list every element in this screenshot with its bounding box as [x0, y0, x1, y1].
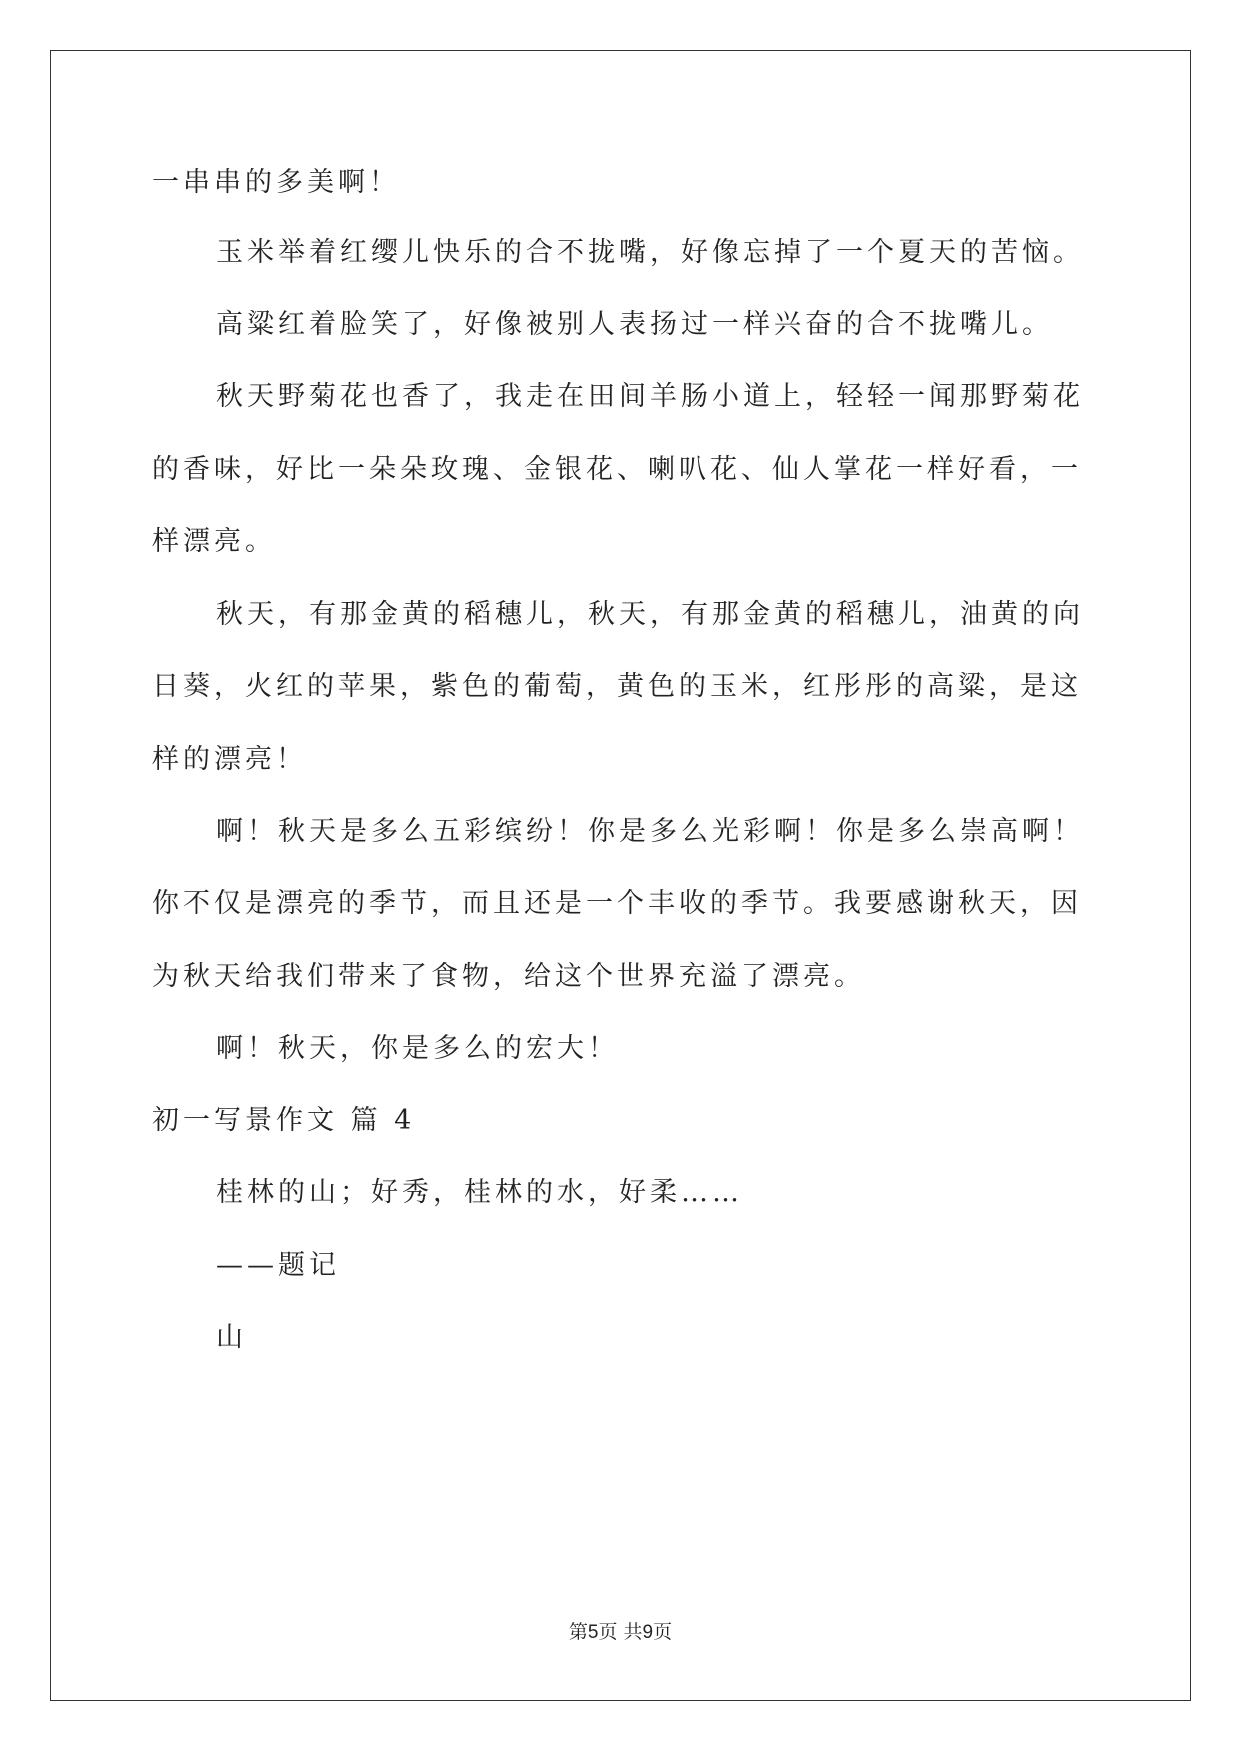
footer-middle: 页 共	[598, 1621, 643, 1643]
page-footer	[0, 1617, 1241, 1644]
text-line: 为秋天给我们带来了食物，给这个世界充溢了漂亮。	[152, 961, 865, 992]
total-pages-number: 9	[642, 1622, 654, 1643]
text-line: 桂林的山；好秀，桂林的水，好柔……	[216, 1177, 743, 1208]
footer-suffix: 页	[653, 1621, 673, 1643]
text-line: 样漂亮。	[152, 526, 276, 557]
text-line: 日葵，火红的苹果，紫色的葡萄，黄色的玉米，红彤彤的高粱，是这	[152, 671, 1082, 702]
text-line: 啊！秋天，你是多么的宏大！	[216, 1033, 619, 1064]
text-line: 一串串的多美啊！	[152, 167, 400, 198]
text-line: 你不仅是漂亮的季节，而且还是一个丰收的季节。我要感谢秋天，因	[152, 888, 1082, 919]
text-line: 秋天，有那金黄的稻穗儿，秋天，有那金黄的稻穗儿，油黄的向	[216, 599, 1084, 630]
text-line: 的香味，好比一朵朵玫瑰、金银花、喇叭花、仙人掌花一样好看，一	[152, 454, 1082, 485]
text-line: 玉米举着红缨儿快乐的合不拢嘴，好像忘掉了一个夏天的苦恼。	[216, 237, 1084, 268]
text-line: ——题记	[216, 1250, 340, 1281]
text-line: 高粱红着脸笑了，好像被别人表扬过一样兴奋的合不拢嘴儿。	[216, 309, 1053, 340]
page-border	[50, 50, 1191, 1701]
current-page-number: 5	[587, 1622, 599, 1643]
text-line: 啊！秋天是多么五彩缤纷！你是多么光彩啊！你是多么崇高啊！	[216, 816, 1084, 847]
text-line: 山	[216, 1322, 247, 1353]
section-heading: 初一写景作文 篇 4	[152, 1105, 416, 1136]
footer-prefix: 第	[568, 1621, 588, 1643]
text-line: 样的漂亮！	[152, 744, 307, 775]
text-line: 秋天野菊花也香了，我走在田间羊肠小道上，轻轻一闻那野菊花	[216, 381, 1084, 412]
